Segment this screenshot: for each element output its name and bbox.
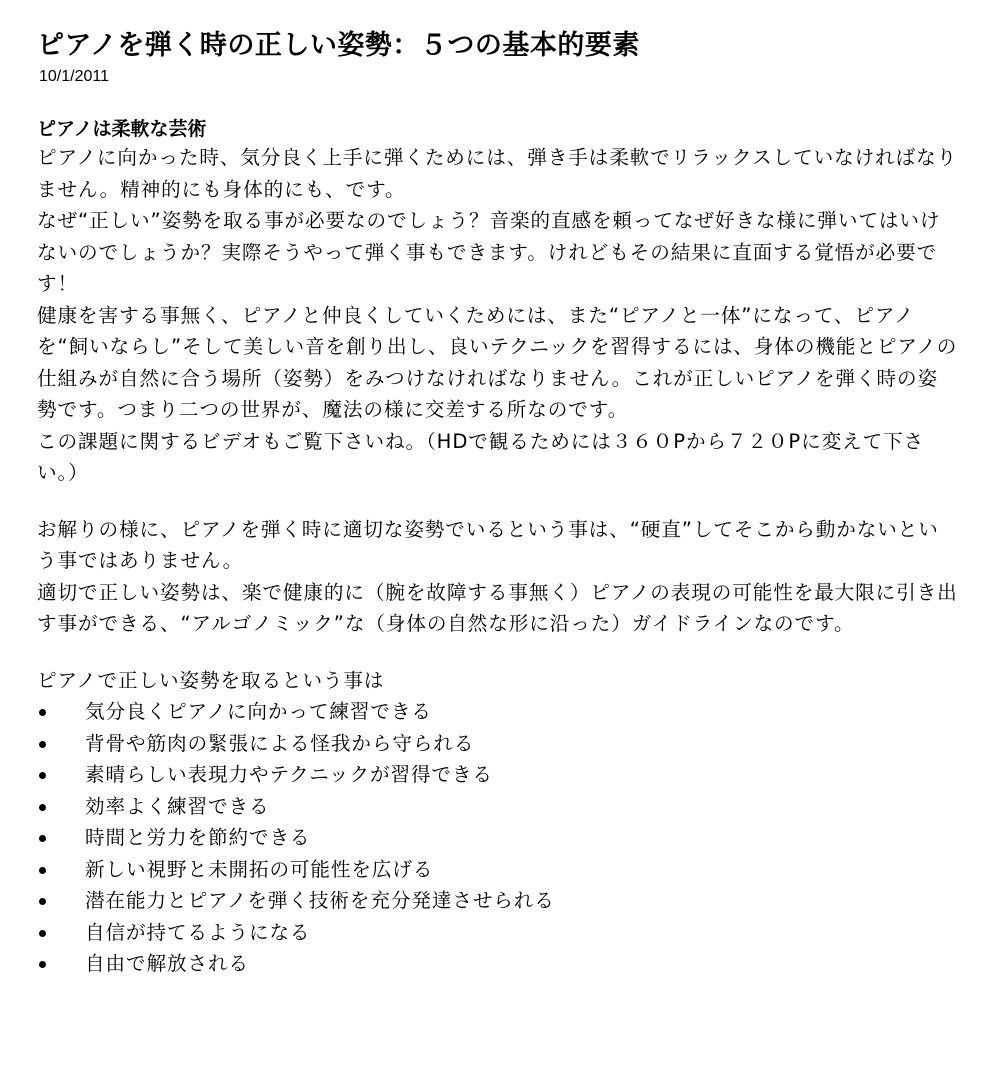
paragraph: お解りの様に、ピアノを弾く時に適切な姿勢でいるという事は、“硬直”してそこから動かないという事ではありません。 xyxy=(37,517,939,572)
section-heading: ピアノは柔軟な芸術 xyxy=(37,118,207,140)
list-item-text: 潜在能力とピアノを弾く技術を充分発達させられる xyxy=(85,889,555,912)
bullet-icon xyxy=(39,835,46,842)
paragraph: 適切で正しい姿勢は、楽で健康的に（腕を故障する事無く）ピアノの表現の可能性を最大限に引き出す事ができる、“アルゴノミック”な（身体の自然な形に沿った）ガイドラインなのです。 xyxy=(37,580,958,635)
list-item xyxy=(37,917,958,949)
list-item xyxy=(37,791,958,823)
bullet-icon xyxy=(39,741,46,748)
bullet-icon xyxy=(39,804,46,811)
benefits-list xyxy=(37,696,958,980)
paragraph: なぜ“正しい”姿勢を取る事が必要なのでしょう？音楽的直感を頼ってなぜ好きな様に弾いてはいけないのでしょうか？実際そうやって弾く事もできます。けれどもその結果に直面する覚悟が必要です！ xyxy=(37,209,941,295)
list-item-text: 自信が持てるようになる xyxy=(85,920,311,944)
bullet-icon xyxy=(39,898,46,905)
list-intro: ピアノで正しい姿勢を取るという事は xyxy=(37,668,385,692)
list-item xyxy=(37,854,958,886)
list-item xyxy=(37,822,958,854)
list-item xyxy=(37,696,958,728)
list-item xyxy=(37,759,958,791)
list-item xyxy=(37,948,958,980)
list-item-text: 時間と労力を節約できる xyxy=(85,826,311,849)
spacer xyxy=(37,489,958,514)
paragraph: この課題に関するビデオもご覧下さいね。（HDで観るためには３６０Pから７２０Pに変えて下さい。） xyxy=(37,429,925,484)
bullet-icon xyxy=(39,961,46,968)
body-block-2 xyxy=(37,514,958,640)
list-item-text: 背骨や筋肉の緊張による怪我から守られる xyxy=(85,731,475,755)
list-item-text: 効率よく練習できる xyxy=(85,794,270,818)
article-title: ピアノを弾く時の正しい姿勢：５つの基本的要素 xyxy=(37,30,640,61)
bullet-icon xyxy=(39,930,46,937)
bullet-icon xyxy=(39,772,46,779)
paragraph: 健康を害する事無く、ピアノと仲良くしていくためには、また“ピアノと一体”になって、ピアノを“飼いならし”そして美しい音を創り出し、良いテクニックを習得するには、身体の機能とピアノの仕組みが自然に合う場所（姿勢）をみつけなければなりません。これが正しいピアノを弾く時の姿勢です。つまり二つの世界が、魔法の様に交差する所なのです。 xyxy=(37,303,958,421)
list-item-text: 新しい視野と未開拓の可能性を広げる xyxy=(85,857,434,881)
list-item-text: 自由で解放される xyxy=(85,952,249,975)
list-item-text: 素晴らしい表現力やテクニックが習得できる xyxy=(85,763,493,786)
paragraph: ピアノに向かった時、気分良く上手に弾くためには、弾き手は柔軟でリラックスしていなければなりません。精神的にも身体的にも、です。 xyxy=(37,146,958,201)
bullet-icon xyxy=(39,709,46,716)
spacer xyxy=(37,640,958,665)
article-date: 10/1/2011 xyxy=(39,68,109,85)
list-item-text: 気分良くピアノに向かって練習できる xyxy=(85,700,432,723)
list-item xyxy=(37,728,958,760)
body-block-1 xyxy=(37,142,958,489)
bullet-icon xyxy=(39,867,46,874)
list-item xyxy=(37,885,958,917)
